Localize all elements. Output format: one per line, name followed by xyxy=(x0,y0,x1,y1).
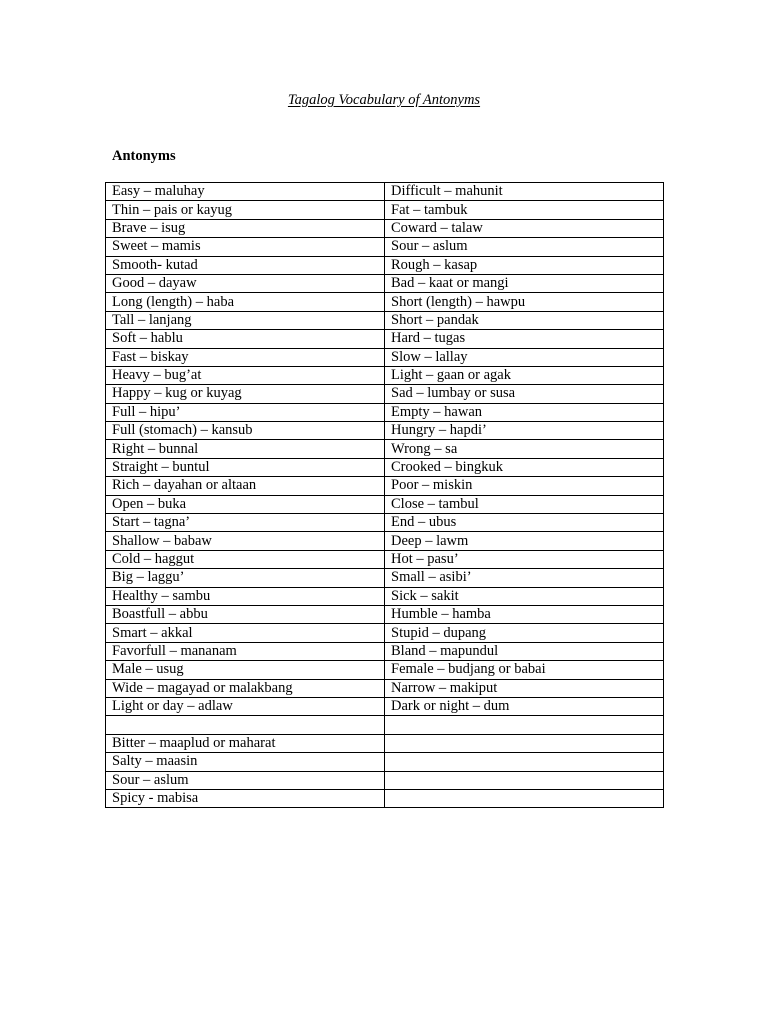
word-cell: Bitter – maaplud or maharat xyxy=(106,734,385,752)
antonym-cell: Deep – lawm xyxy=(385,532,664,550)
word-cell: Straight – buntul xyxy=(106,458,385,476)
word-cell: Brave – isug xyxy=(106,219,385,237)
word-cell: Big – laggu’ xyxy=(106,569,385,587)
antonym-cell: Poor – miskin xyxy=(385,477,664,495)
table-row xyxy=(106,495,664,513)
table-row xyxy=(106,661,664,679)
word-cell: Easy – maluhay xyxy=(106,183,385,201)
antonym-cell: Difficult – mahunit xyxy=(385,183,664,201)
table-row xyxy=(106,385,664,403)
antonym-cell xyxy=(385,771,664,789)
antonym-cell: Light – gaan or agak xyxy=(385,366,664,384)
table-row xyxy=(106,569,664,587)
antonym-cell: Short (length) – hawpu xyxy=(385,293,664,311)
antonym-cell: Rough – kasap xyxy=(385,256,664,274)
table-row xyxy=(106,771,664,789)
table-row xyxy=(106,789,664,807)
word-cell: Fast – biskay xyxy=(106,348,385,366)
antonym-cell: Fat – tambuk xyxy=(385,201,664,219)
word-cell: Spicy - mabisa xyxy=(106,789,385,807)
antonym-cell: Stupid – dupang xyxy=(385,624,664,642)
word-cell: Favorfull – mananam xyxy=(106,642,385,660)
word-cell: Shallow – babaw xyxy=(106,532,385,550)
word-cell: Thin – pais or kayug xyxy=(106,201,385,219)
antonym-cell: Bad – kaat or mangi xyxy=(385,274,664,292)
table-row xyxy=(106,477,664,495)
antonym-cell xyxy=(385,789,664,807)
antonym-cell: Slow – lallay xyxy=(385,348,664,366)
word-cell: Soft – hablu xyxy=(106,330,385,348)
antonym-cell: Wrong – sa xyxy=(385,440,664,458)
word-cell: Full (stomach) – kansub xyxy=(106,422,385,440)
table-row xyxy=(106,183,664,201)
word-cell: Start – tagna’ xyxy=(106,514,385,532)
word-cell: Sour – aslum xyxy=(106,771,385,789)
table-row xyxy=(106,311,664,329)
word-cell: Male – usug xyxy=(106,661,385,679)
table-row xyxy=(106,550,664,568)
table-row xyxy=(106,753,664,771)
antonym-cell: End – ubus xyxy=(385,514,664,532)
table-row xyxy=(106,458,664,476)
table-row xyxy=(106,642,664,660)
antonym-cell: Coward – talaw xyxy=(385,219,664,237)
word-cell: Right – bunnal xyxy=(106,440,385,458)
section-heading: Antonyms xyxy=(112,148,176,164)
table-row xyxy=(106,403,664,421)
table-row xyxy=(106,274,664,292)
word-cell: Sweet – mamis xyxy=(106,238,385,256)
word-cell: Light or day – adlaw xyxy=(106,697,385,715)
table-row xyxy=(106,532,664,550)
antonym-cell: Bland – mapundul xyxy=(385,642,664,660)
word-cell: Smart – akkal xyxy=(106,624,385,642)
antonym-cell: Dark or night – dum xyxy=(385,697,664,715)
word-cell xyxy=(106,716,385,734)
table-row xyxy=(106,201,664,219)
word-cell: Wide – magayad or malakbang xyxy=(106,679,385,697)
table-row xyxy=(106,219,664,237)
antonym-cell: Hungry – hapdi’ xyxy=(385,422,664,440)
antonym-cell xyxy=(385,753,664,771)
table-row xyxy=(106,422,664,440)
word-cell: Smooth- kutad xyxy=(106,256,385,274)
antonym-cell: Sad – lumbay or susa xyxy=(385,385,664,403)
table-row xyxy=(106,587,664,605)
table-row xyxy=(106,514,664,532)
antonym-cell: Sick – sakit xyxy=(385,587,664,605)
word-cell: Rich – dayahan or altaan xyxy=(106,477,385,495)
table-row xyxy=(106,238,664,256)
word-cell: Happy – kug or kuyag xyxy=(106,385,385,403)
antonym-cell: Female – budjang or babai xyxy=(385,661,664,679)
table-row xyxy=(106,716,664,734)
word-cell: Long (length) – haba xyxy=(106,293,385,311)
table-row xyxy=(106,440,664,458)
antonym-cell: Humble – hamba xyxy=(385,605,664,623)
word-cell: Boastfull – abbu xyxy=(106,605,385,623)
antonym-cell: Small – asibi’ xyxy=(385,569,664,587)
table-row xyxy=(106,679,664,697)
antonym-cell: Crooked – bingkuk xyxy=(385,458,664,476)
antonyms-table-body xyxy=(106,183,664,808)
word-cell: Salty – maasin xyxy=(106,753,385,771)
word-cell: Good – dayaw xyxy=(106,274,385,292)
table-row xyxy=(106,293,664,311)
antonym-cell: Close – tambul xyxy=(385,495,664,513)
antonym-cell: Hard – tugas xyxy=(385,330,664,348)
word-cell: Tall – lanjang xyxy=(106,311,385,329)
word-cell: Cold – haggut xyxy=(106,550,385,568)
antonym-cell: Empty – hawan xyxy=(385,403,664,421)
table-row xyxy=(106,697,664,715)
table-row xyxy=(106,348,664,366)
table-row xyxy=(106,256,664,274)
table-row xyxy=(106,734,664,752)
table-row xyxy=(106,605,664,623)
table-row xyxy=(106,366,664,384)
antonym-cell: Narrow – makiput xyxy=(385,679,664,697)
antonyms-table xyxy=(105,182,664,808)
antonym-cell: Short – pandak xyxy=(385,311,664,329)
table-row xyxy=(106,624,664,642)
antonym-cell: Hot – pasu’ xyxy=(385,550,664,568)
antonym-cell xyxy=(385,734,664,752)
document-title: Tagalog Vocabulary of Antonyms xyxy=(287,92,481,108)
word-cell: Healthy – sambu xyxy=(106,587,385,605)
antonym-cell xyxy=(385,716,664,734)
table-row xyxy=(106,330,664,348)
word-cell: Open – buka xyxy=(106,495,385,513)
antonym-cell: Sour – aslum xyxy=(385,238,664,256)
word-cell: Heavy – bug’at xyxy=(106,366,385,384)
word-cell: Full – hipu’ xyxy=(106,403,385,421)
